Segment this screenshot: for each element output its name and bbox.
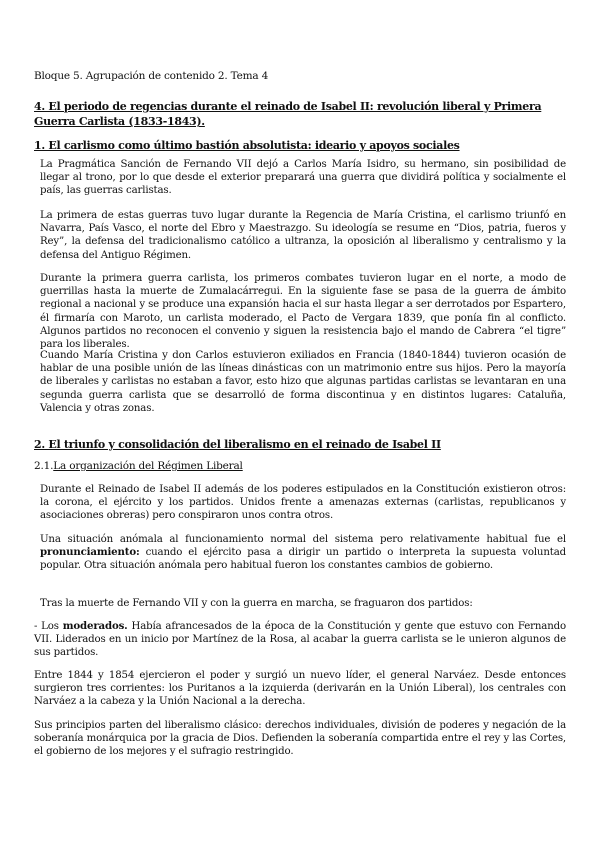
- section-2-paragraph-3: Tras la muerte de Fernando VII y con la guerra en marcha, se fraguaron dos partidos:: [40, 598, 473, 609]
- section-2-paragraph-2: [40, 533, 566, 573]
- paragraph-text: Una situación anómala al funcionamiento normal del sistema pero relativamente habitual fue el: [40, 534, 566, 545]
- document-header: Bloque 5. Agrupación de contenido 2. Tema 4: [34, 70, 269, 82]
- section-1-paragraph-3: Durante la primera guerra carlista, los primeros combates tuvieron lugar en el norte, a modo de guerrillas hasta la muerte de Zumalacárregui. En la siguiente fase se pasa de la guerra de ámbito regional a nacional y se produce una expansión hacia el sur hasta llegar a ser derrotados por Espartero, él firmaría con Maroto, un carlista moderado, el Pacto de Vergara 1839, que ponía fin al conflicto. Algunos partidos no reconocen el convenio y siguen la resistencia bajo el mando de Cabrera “el tigre” para los liberales.: [40, 273, 566, 351]
- paragraph-text: - Los: [34, 621, 63, 632]
- topic-title: 4. El periodo de regencias durante el reinado de Isabel II: revolución liberal y Primera Guerra Carlista (1833-1843).: [34, 100, 542, 128]
- paragraph-text: cuando el ejército pasa a dirigir un partido o interpreta la supuesta voluntad popular. Otra situación anómala pero habitual fueron los constantes cambios de gobierno.: [40, 547, 566, 572]
- subsection-title: La organización del Régimen Liberal: [53, 460, 243, 472]
- pronunciamiento-term: pronunciamiento:: [40, 546, 140, 559]
- moderados-term: moderados.: [62, 620, 128, 632]
- subsection-2-1-heading: [34, 460, 243, 472]
- paragraph-text: Había afrancesados de la época de la Constitución y gente que estuvo con Fernando VII. Liderados en un inicio por Martínez de la Rosa, al acabar la guerra carlista se le unieron algunos de sus partidos.: [34, 621, 566, 659]
- subsection-number: 2.1.: [34, 460, 54, 472]
- section-1-paragraph-1: La Pragmática Sanción de Fernando VII dejó a Carlos María Isidro, su hermano, sin posibilidad de llegar al trono, por lo que desde el exterior preparará una guerra que dividirá política y socialmente el país, las guerras carlistas.: [40, 159, 566, 197]
- section-2-paragraph-6: Sus principios parten del liberalismo clásico: derechos individuales, división de poderes y negación de la soberanía monárquica por la gracia de Dios. Defienden la soberanía compartida entre el rey y las Cortes, el gobierno de los mejores y el sufragio restringido.: [34, 720, 566, 758]
- section-2-heading: 2. El triunfo y consolidación del liberalismo en el reinado de Isabel II: [34, 438, 441, 451]
- section-2-paragraph-5: Entre 1844 y 1854 ejercieron el poder y surgió un nuevo líder, el general Narváez. Desde entonces surgieron tres corrientes: los Puritanos a la izquierda (derivarán en la Unión Liberal), los centrales con Narváez a la cabeza y la Unión Nacional a la derecha.: [34, 670, 566, 708]
- section-1-paragraph-4: Cuando María Cristina y don Carlos estuvieron exiliados en Francia (1840-1844) tuvieron ocasión de hablar de una posible unión de las líneas dinásticas con un matrimonio entre sus hijos. Pero la mayoría de liberales y carlistas no estaban a favor, esto hizo que algunas partidas carlistas se levantaran en una segunda guerra carlista que se desarrolló de forma discontinua y en distintos lugares: Cataluña, Valencia y otras zonas.: [40, 350, 566, 414]
- section-1-heading: 1. El carlismo como último bastión absolutista: ideario y apoyos sociales: [34, 139, 460, 152]
- section-1-paragraph-2: La primera de estas guerras tuvo lugar durante la Regencia de María Cristina, el carlismo triunfó en Navarra, País Vasco, el norte del Ebro y Maestrazgo. Su ideología se resume en “Dios, patria, fueros y Rey”, la defensa del tradicionalismo católico a ultranza, la oposición al liberalismo y centralismo y la defensa del Antiguo Régimen.: [40, 210, 566, 261]
- section-2-paragraph-4: [34, 620, 566, 660]
- section-2-paragraph-1: Durante el Reinado de Isabel II además de los poderes estipulados en la Constitución existieron otros: la corona, el ejército y los partidos. Unidos frente a amenazas externas (carlistas, republicanos y asociaciones obreras) pero conspiraron unos contra otros.: [40, 484, 566, 522]
